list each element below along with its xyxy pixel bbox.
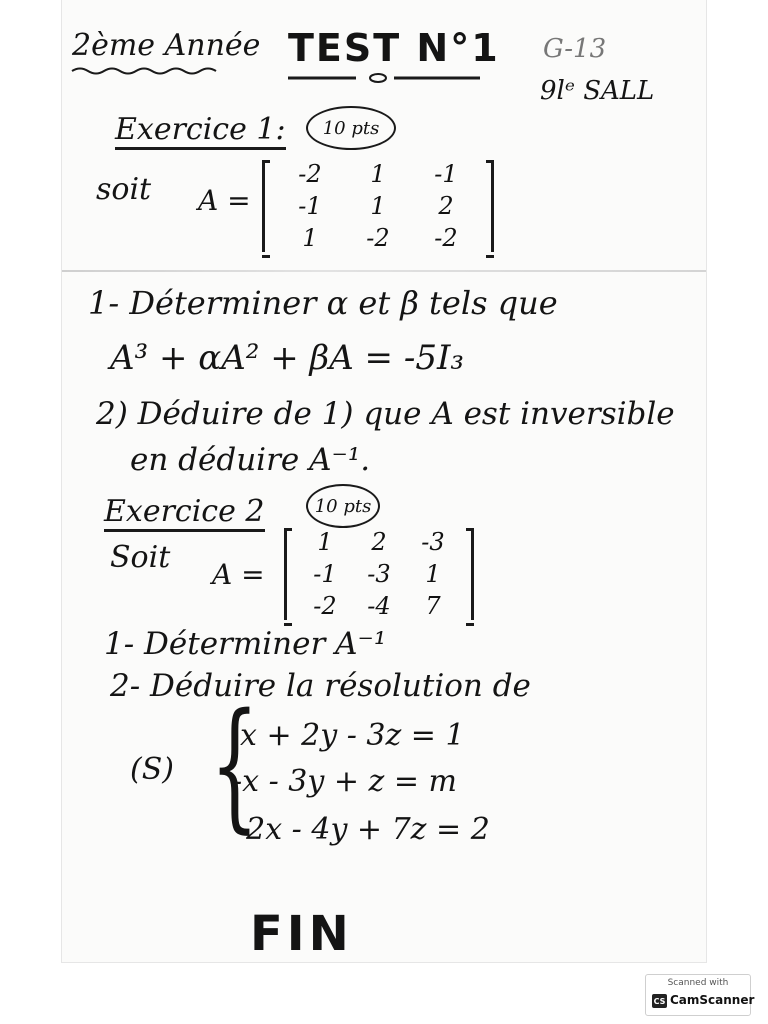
matrix-cell: -2	[313, 592, 337, 620]
matrix-cell: -2	[366, 224, 390, 252]
title-underline	[286, 72, 482, 84]
exercise2-matrix-label: A =	[212, 558, 265, 591]
matrix-cell: 1	[302, 224, 318, 252]
exercise1-matrix-label: A =	[198, 184, 251, 217]
matrix-cell: -2	[298, 160, 322, 188]
camscanner-badge	[645, 974, 755, 1016]
exercise2-title: Exercice 2	[104, 494, 265, 532]
matrix-cell: -1	[434, 160, 458, 188]
camscanner-logo-icon: CS	[652, 994, 667, 1008]
exercise2-question2: 2- Déduire la résolution de	[110, 668, 531, 704]
exercise1-question2b: en déduire A⁻¹.	[130, 442, 371, 478]
paper-fold-line	[62, 270, 706, 272]
system-brace: {	[210, 684, 260, 847]
exercise1-matrix	[262, 160, 494, 252]
matrix-cell: 7	[425, 592, 441, 620]
end-label: FIN	[250, 906, 353, 962]
system-equation-3: -2x - 4y + 7z = 2	[236, 812, 490, 847]
matrix-cell: -3	[421, 528, 445, 556]
matrix-cell: -4	[367, 592, 391, 620]
exercise1-points: 10 pts	[306, 106, 396, 150]
matrix-cell: -2	[434, 224, 458, 252]
test-title: TEST N°1	[288, 26, 500, 70]
exercise1-equation: A³ + αA² + βA = -5I₃	[110, 338, 465, 378]
group-label: G-13	[543, 34, 607, 64]
exercise2-points: 10 pts	[306, 484, 380, 528]
exercise2-soit: Soit	[110, 540, 171, 575]
room-label: 9lᵉ SALL	[540, 76, 655, 106]
badge-caption: Scanned with	[667, 978, 729, 988]
matrix-cell: -3	[367, 560, 391, 588]
year-label: 2ème Année	[72, 28, 261, 63]
exercise1-question2: 2) Déduire de 1) que A est inversible	[96, 396, 675, 432]
exercise1-question1: 1- Déterminer α et β tels que	[88, 284, 558, 322]
exercise1-title: Exercice 1:	[115, 112, 286, 150]
badge-brand: CamScanner	[670, 993, 755, 1007]
matrix-cell: 2	[438, 192, 454, 220]
matrix-cell: -1	[313, 560, 337, 588]
year-underline	[70, 66, 220, 76]
exercise2-question1: 1- Déterminer A⁻¹	[104, 626, 387, 662]
system-label: (S)	[130, 752, 174, 787]
system-equation-1: x + 2y - 3z = 1	[240, 718, 465, 753]
matrix-cell: 1	[425, 560, 441, 588]
matrix-cell: -1	[298, 192, 322, 220]
matrix-cell: 1	[317, 528, 333, 556]
matrix-cell: 1	[370, 160, 386, 188]
exercise2-matrix	[284, 528, 474, 620]
matrix-cell: 1	[370, 192, 386, 220]
matrix-cell: 2	[371, 528, 387, 556]
system-equation-2: -x - 3y + z = m	[232, 764, 457, 799]
exercise1-soit: soit	[96, 172, 152, 207]
